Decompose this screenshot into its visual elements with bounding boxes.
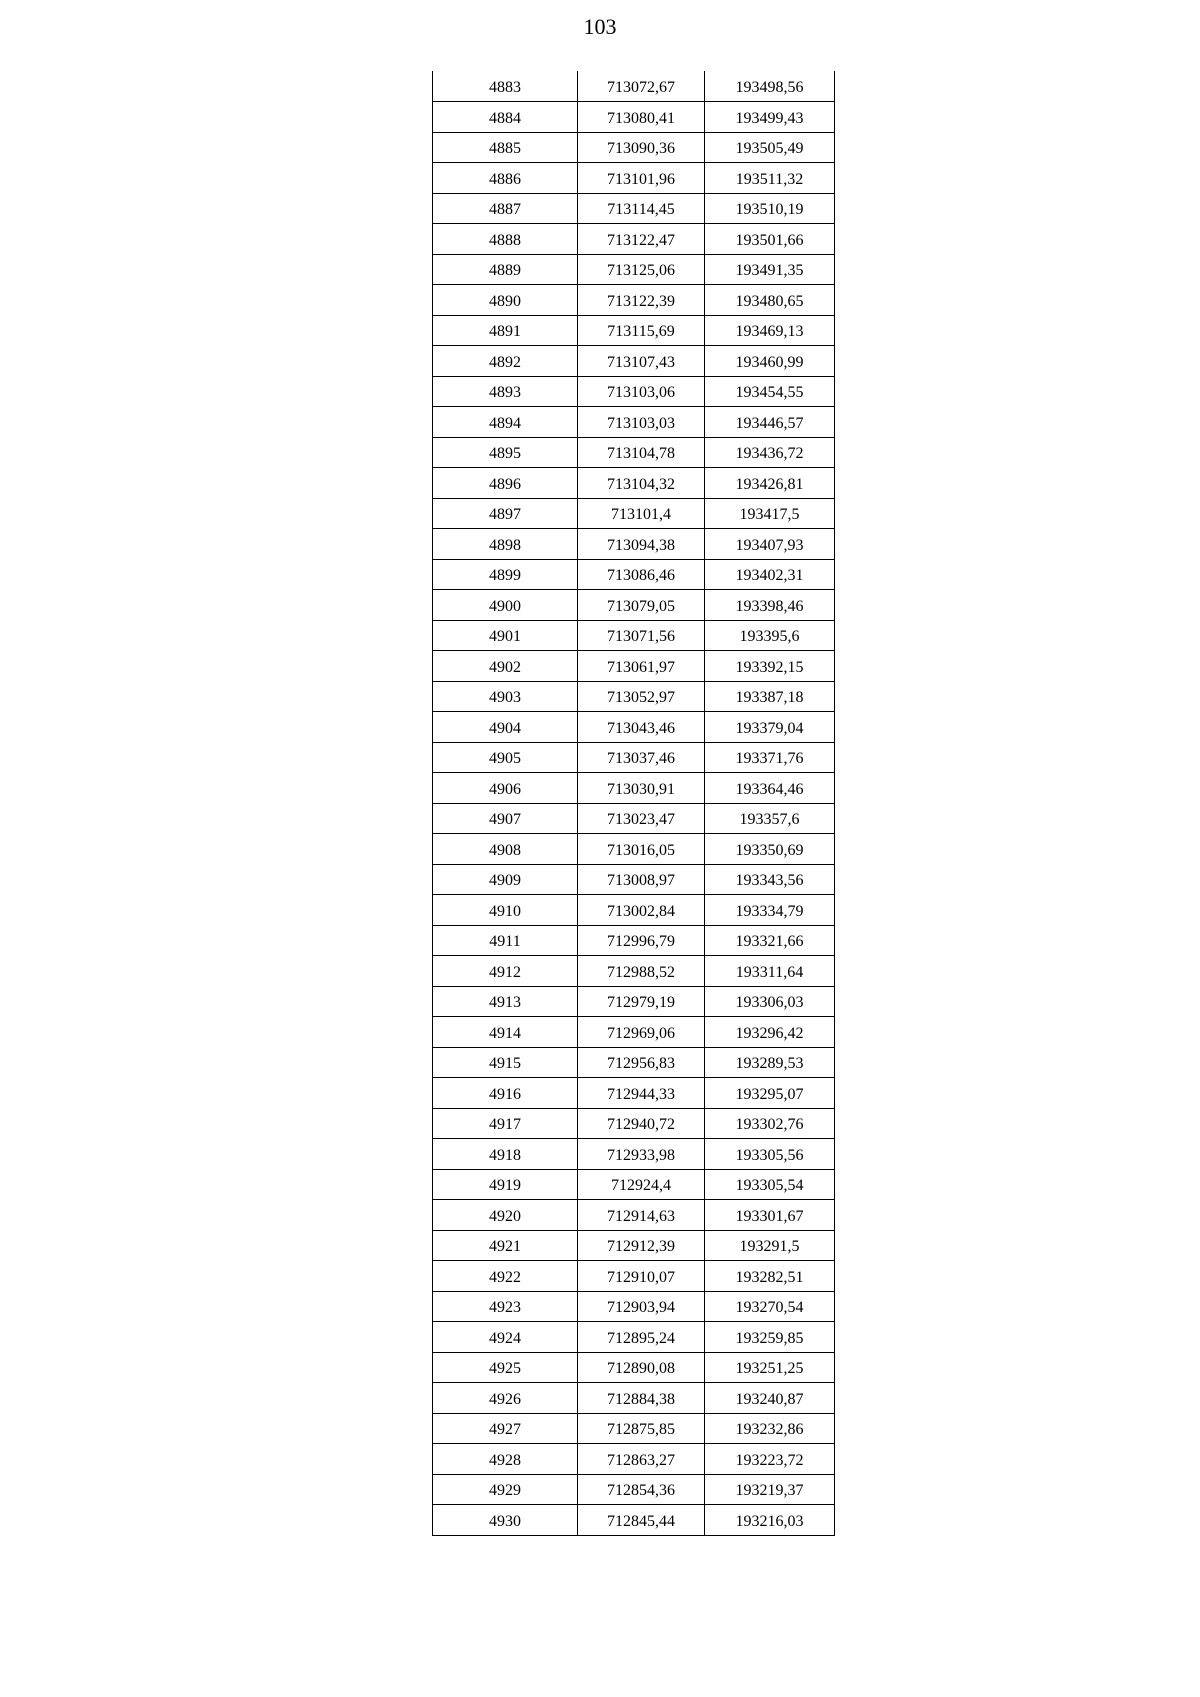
y-coordinate-cell: 193350,69 xyxy=(705,834,835,865)
table-row xyxy=(433,1169,835,1200)
x-coordinate-cell: 713090,36 xyxy=(578,132,705,163)
y-coordinate-cell: 193301,67 xyxy=(705,1200,835,1231)
y-coordinate-cell: 193460,99 xyxy=(705,346,835,377)
y-coordinate-cell: 193511,32 xyxy=(705,163,835,194)
x-coordinate-cell: 713037,46 xyxy=(578,742,705,773)
x-coordinate-cell: 712924,4 xyxy=(578,1169,705,1200)
y-coordinate-cell: 193499,43 xyxy=(705,102,835,133)
table-row xyxy=(433,681,835,712)
y-coordinate-cell: 193240,87 xyxy=(705,1383,835,1414)
table-row xyxy=(433,590,835,621)
page-number: 103 xyxy=(583,14,617,39)
point-number-cell: 4899 xyxy=(433,559,578,590)
x-coordinate-cell: 713114,45 xyxy=(578,193,705,224)
table-row xyxy=(433,102,835,133)
x-coordinate-cell: 712863,27 xyxy=(578,1444,705,1475)
point-number-cell: 4889 xyxy=(433,254,578,285)
x-coordinate-cell: 713002,84 xyxy=(578,895,705,926)
table-body xyxy=(433,71,835,1535)
point-number-cell: 4898 xyxy=(433,529,578,560)
table-row xyxy=(433,529,835,560)
x-coordinate-cell: 713072,67 xyxy=(578,71,705,102)
y-coordinate-cell: 193395,6 xyxy=(705,620,835,651)
table-row xyxy=(433,712,835,743)
point-number-cell: 4927 xyxy=(433,1413,578,1444)
point-number-cell: 4913 xyxy=(433,986,578,1017)
x-coordinate-cell: 712890,08 xyxy=(578,1352,705,1383)
x-coordinate-cell: 713101,4 xyxy=(578,498,705,529)
y-coordinate-cell: 193407,93 xyxy=(705,529,835,560)
y-coordinate-cell: 193510,19 xyxy=(705,193,835,224)
x-coordinate-cell: 713079,05 xyxy=(578,590,705,621)
y-coordinate-cell: 193270,54 xyxy=(705,1291,835,1322)
x-coordinate-cell: 713052,97 xyxy=(578,681,705,712)
y-coordinate-cell: 193216,03 xyxy=(705,1505,835,1536)
x-coordinate-cell: 712996,79 xyxy=(578,925,705,956)
x-coordinate-cell: 712854,36 xyxy=(578,1474,705,1505)
y-coordinate-cell: 193295,07 xyxy=(705,1078,835,1109)
point-number-cell: 4892 xyxy=(433,346,578,377)
point-number-cell: 4908 xyxy=(433,834,578,865)
y-coordinate-cell: 193343,56 xyxy=(705,864,835,895)
point-number-cell: 4926 xyxy=(433,1383,578,1414)
y-coordinate-cell: 193501,66 xyxy=(705,224,835,255)
point-number-cell: 4907 xyxy=(433,803,578,834)
x-coordinate-cell: 713061,97 xyxy=(578,651,705,682)
x-coordinate-cell: 712903,94 xyxy=(578,1291,705,1322)
table-row xyxy=(433,498,835,529)
table-row xyxy=(433,1352,835,1383)
x-coordinate-cell: 712845,44 xyxy=(578,1505,705,1536)
x-coordinate-cell: 713008,97 xyxy=(578,864,705,895)
x-coordinate-cell: 713104,32 xyxy=(578,468,705,499)
y-coordinate-cell: 193357,6 xyxy=(705,803,835,834)
table-row xyxy=(433,71,835,102)
y-coordinate-cell: 193219,37 xyxy=(705,1474,835,1505)
x-coordinate-cell: 712895,24 xyxy=(578,1322,705,1353)
table-row xyxy=(433,285,835,316)
x-coordinate-cell: 713043,46 xyxy=(578,712,705,743)
x-coordinate-cell: 712910,07 xyxy=(578,1261,705,1292)
table-row xyxy=(433,1047,835,1078)
table-row xyxy=(433,864,835,895)
point-number-cell: 4905 xyxy=(433,742,578,773)
point-number-cell: 4930 xyxy=(433,1505,578,1536)
point-number-cell: 4925 xyxy=(433,1352,578,1383)
x-coordinate-cell: 713094,38 xyxy=(578,529,705,560)
point-number-cell: 4885 xyxy=(433,132,578,163)
x-coordinate-cell: 713080,41 xyxy=(578,102,705,133)
table-row xyxy=(433,742,835,773)
x-coordinate-cell: 713115,69 xyxy=(578,315,705,346)
point-number-cell: 4902 xyxy=(433,651,578,682)
point-number-cell: 4900 xyxy=(433,590,578,621)
table-row xyxy=(433,1139,835,1170)
table-row xyxy=(433,193,835,224)
x-coordinate-cell: 712884,38 xyxy=(578,1383,705,1414)
point-number-cell: 4897 xyxy=(433,498,578,529)
point-number-cell: 4904 xyxy=(433,712,578,743)
point-number-cell: 4916 xyxy=(433,1078,578,1109)
point-number-cell: 4911 xyxy=(433,925,578,956)
y-coordinate-cell: 193436,72 xyxy=(705,437,835,468)
point-number-cell: 4895 xyxy=(433,437,578,468)
point-number-cell: 4886 xyxy=(433,163,578,194)
point-number-cell: 4914 xyxy=(433,1017,578,1048)
y-coordinate-cell: 193311,64 xyxy=(705,956,835,987)
y-coordinate-cell: 193305,56 xyxy=(705,1139,835,1170)
point-number-cell: 4912 xyxy=(433,956,578,987)
y-coordinate-cell: 193223,72 xyxy=(705,1444,835,1475)
point-number-cell: 4903 xyxy=(433,681,578,712)
table-row xyxy=(433,895,835,926)
x-coordinate-cell: 712979,19 xyxy=(578,986,705,1017)
x-coordinate-cell: 713023,47 xyxy=(578,803,705,834)
table-row xyxy=(433,376,835,407)
point-number-cell: 4929 xyxy=(433,1474,578,1505)
point-number-cell: 4901 xyxy=(433,620,578,651)
y-coordinate-cell: 193364,46 xyxy=(705,773,835,804)
point-number-cell: 4915 xyxy=(433,1047,578,1078)
table-row xyxy=(433,1078,835,1109)
x-coordinate-cell: 713125,06 xyxy=(578,254,705,285)
coordinates-table xyxy=(432,71,835,1536)
x-coordinate-cell: 712933,98 xyxy=(578,1139,705,1170)
y-coordinate-cell: 193379,04 xyxy=(705,712,835,743)
x-coordinate-cell: 713071,56 xyxy=(578,620,705,651)
y-coordinate-cell: 193480,65 xyxy=(705,285,835,316)
point-number-cell: 4909 xyxy=(433,864,578,895)
x-coordinate-cell: 712940,72 xyxy=(578,1108,705,1139)
y-coordinate-cell: 193469,13 xyxy=(705,315,835,346)
table-row xyxy=(433,834,835,865)
y-coordinate-cell: 193498,56 xyxy=(705,71,835,102)
table-row xyxy=(433,407,835,438)
table-row xyxy=(433,1413,835,1444)
x-coordinate-cell: 712944,33 xyxy=(578,1078,705,1109)
table-row xyxy=(433,437,835,468)
y-coordinate-cell: 193305,54 xyxy=(705,1169,835,1200)
point-number-cell: 4883 xyxy=(433,71,578,102)
table-row xyxy=(433,803,835,834)
y-coordinate-cell: 193398,46 xyxy=(705,590,835,621)
point-number-cell: 4928 xyxy=(433,1444,578,1475)
table-row xyxy=(433,620,835,651)
point-number-cell: 4923 xyxy=(433,1291,578,1322)
point-number-cell: 4894 xyxy=(433,407,578,438)
table-row xyxy=(433,1505,835,1536)
y-coordinate-cell: 193232,86 xyxy=(705,1413,835,1444)
point-number-cell: 4884 xyxy=(433,102,578,133)
table-row xyxy=(433,1261,835,1292)
point-number-cell: 4888 xyxy=(433,224,578,255)
table-row xyxy=(433,1017,835,1048)
y-coordinate-cell: 193491,35 xyxy=(705,254,835,285)
y-coordinate-cell: 193334,79 xyxy=(705,895,835,926)
y-coordinate-cell: 193291,5 xyxy=(705,1230,835,1261)
x-coordinate-cell: 712969,06 xyxy=(578,1017,705,1048)
table-row xyxy=(433,1322,835,1353)
point-number-cell: 4918 xyxy=(433,1139,578,1170)
point-number-cell: 4910 xyxy=(433,895,578,926)
y-coordinate-cell: 193402,31 xyxy=(705,559,835,590)
x-coordinate-cell: 713103,06 xyxy=(578,376,705,407)
table-row xyxy=(433,315,835,346)
x-coordinate-cell: 712988,52 xyxy=(578,956,705,987)
y-coordinate-cell: 193282,51 xyxy=(705,1261,835,1292)
table-row xyxy=(433,925,835,956)
y-coordinate-cell: 193417,5 xyxy=(705,498,835,529)
point-number-cell: 4890 xyxy=(433,285,578,316)
table-row xyxy=(433,1474,835,1505)
point-number-cell: 4922 xyxy=(433,1261,578,1292)
x-coordinate-cell: 713107,43 xyxy=(578,346,705,377)
table-row xyxy=(433,224,835,255)
table-row xyxy=(433,132,835,163)
point-number-cell: 4919 xyxy=(433,1169,578,1200)
table-row xyxy=(433,1383,835,1414)
table-row xyxy=(433,1230,835,1261)
table-row xyxy=(433,1291,835,1322)
table-row xyxy=(433,1108,835,1139)
table-row xyxy=(433,346,835,377)
y-coordinate-cell: 193454,55 xyxy=(705,376,835,407)
table-row xyxy=(433,254,835,285)
x-coordinate-cell: 712875,85 xyxy=(578,1413,705,1444)
x-coordinate-cell: 713122,39 xyxy=(578,285,705,316)
table-row xyxy=(433,773,835,804)
point-number-cell: 4924 xyxy=(433,1322,578,1353)
y-coordinate-cell: 193446,57 xyxy=(705,407,835,438)
y-coordinate-cell: 193505,49 xyxy=(705,132,835,163)
x-coordinate-cell: 713086,46 xyxy=(578,559,705,590)
point-number-cell: 4896 xyxy=(433,468,578,499)
x-coordinate-cell: 713101,96 xyxy=(578,163,705,194)
point-number-cell: 4893 xyxy=(433,376,578,407)
table-row xyxy=(433,468,835,499)
point-number-cell: 4920 xyxy=(433,1200,578,1231)
point-number-cell: 4917 xyxy=(433,1108,578,1139)
y-coordinate-cell: 193306,03 xyxy=(705,986,835,1017)
y-coordinate-cell: 193296,42 xyxy=(705,1017,835,1048)
point-number-cell: 4891 xyxy=(433,315,578,346)
y-coordinate-cell: 193387,18 xyxy=(705,681,835,712)
table-row xyxy=(433,1444,835,1475)
x-coordinate-cell: 713103,03 xyxy=(578,407,705,438)
point-number-cell: 4887 xyxy=(433,193,578,224)
x-coordinate-cell: 713122,47 xyxy=(578,224,705,255)
y-coordinate-cell: 193259,85 xyxy=(705,1322,835,1353)
y-coordinate-cell: 193392,15 xyxy=(705,651,835,682)
x-coordinate-cell: 713016,05 xyxy=(578,834,705,865)
table-row xyxy=(433,651,835,682)
point-number-cell: 4921 xyxy=(433,1230,578,1261)
table-row xyxy=(433,1200,835,1231)
y-coordinate-cell: 193251,25 xyxy=(705,1352,835,1383)
y-coordinate-cell: 193371,76 xyxy=(705,742,835,773)
y-coordinate-cell: 193321,66 xyxy=(705,925,835,956)
y-coordinate-cell: 193302,76 xyxy=(705,1108,835,1139)
point-number-cell: 4906 xyxy=(433,773,578,804)
x-coordinate-cell: 712914,63 xyxy=(578,1200,705,1231)
table-row xyxy=(433,559,835,590)
x-coordinate-cell: 712912,39 xyxy=(578,1230,705,1261)
x-coordinate-cell: 712956,83 xyxy=(578,1047,705,1078)
y-coordinate-cell: 193426,81 xyxy=(705,468,835,499)
table-row xyxy=(433,986,835,1017)
y-coordinate-cell: 193289,53 xyxy=(705,1047,835,1078)
x-coordinate-cell: 713030,91 xyxy=(578,773,705,804)
table-row xyxy=(433,956,835,987)
table-row xyxy=(433,163,835,194)
x-coordinate-cell: 713104,78 xyxy=(578,437,705,468)
